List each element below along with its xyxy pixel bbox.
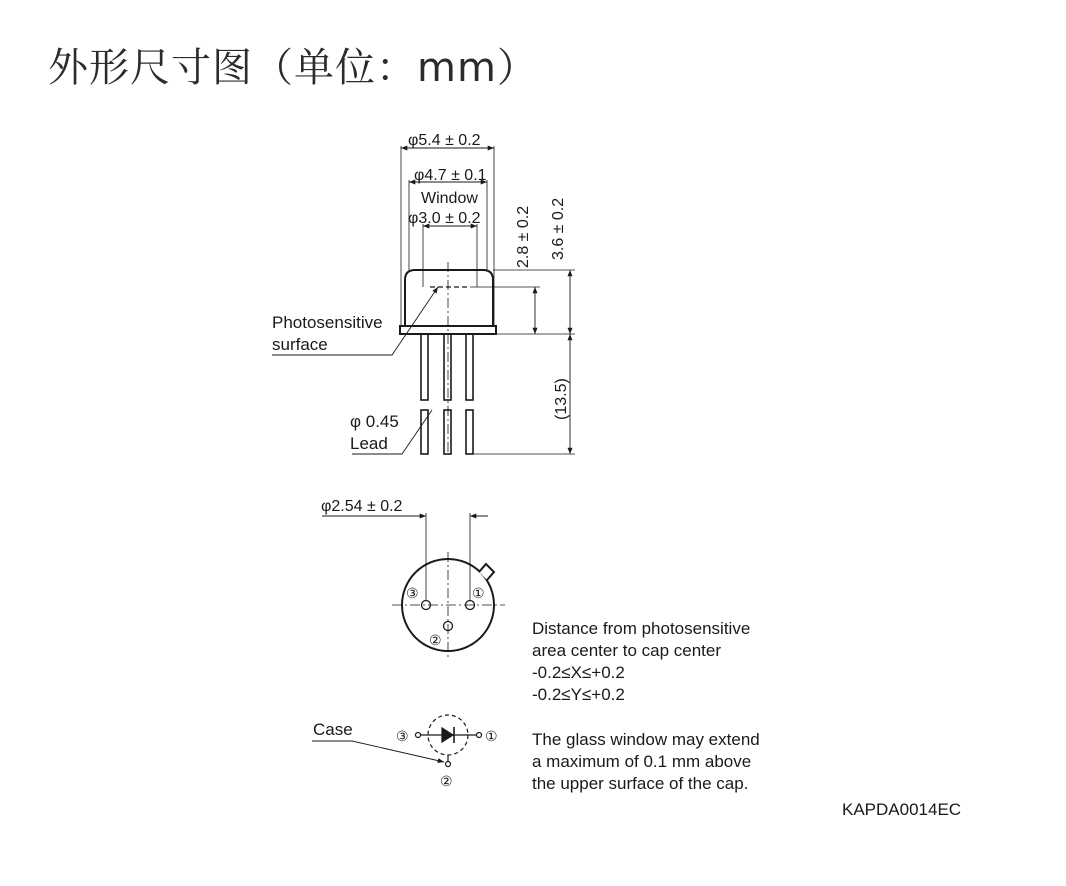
- window-label: Window: [421, 190, 478, 207]
- lead-center-upper: [444, 334, 451, 400]
- dim-cap-diameter: φ5.4 ± 0.2: [408, 132, 481, 149]
- offset-note: [532, 618, 750, 706]
- photosensitive-label: Photosensitive: [272, 313, 383, 332]
- schematic-pin-2: ②: [440, 773, 453, 789]
- offset-note-line: -0.2≤Y≤+0.2: [532, 685, 625, 704]
- lead-left-upper: [421, 334, 428, 400]
- dim-inner-diameter: φ4.7 ± 0.1: [414, 167, 487, 184]
- schematic-pin-3: ③: [396, 728, 409, 744]
- page-title: 外形尺寸图（单位：mm）: [48, 45, 538, 91]
- lead-right-lower: [466, 410, 473, 454]
- offset-note-line: area center to cap center: [532, 641, 722, 660]
- lead-diameter-label: φ 0.45: [350, 412, 399, 431]
- dim-window-diameter: φ3.0 ± 0.2: [408, 210, 481, 227]
- dim-pin-spacing: φ2.54 ± 0.2: [321, 498, 403, 515]
- glass-note-line: the upper surface of the cap.: [532, 774, 749, 793]
- photodiode-symbol: [442, 728, 453, 742]
- dim-height-surface: 2.8 ± 0.2: [515, 205, 532, 268]
- offset-note-line: -0.2≤X≤+0.2: [532, 663, 625, 682]
- dim-height-cap: 3.6 ± 0.2: [550, 197, 567, 260]
- schematic-pin-1: ①: [485, 728, 498, 744]
- pin-2-label: ②: [429, 632, 442, 648]
- dim-lead-length: (13.5): [553, 378, 570, 420]
- photosensitive-label-surface: surface: [272, 335, 328, 354]
- glass-note-line: The glass window may extend: [532, 730, 760, 749]
- cap-outline: [405, 270, 493, 326]
- lead-right-upper: [466, 334, 473, 400]
- glass-window-note: [532, 729, 760, 795]
- index-tab: [479, 564, 494, 580]
- lead-left-lower: [421, 410, 428, 454]
- offset-note-line: Distance from photosensitive: [532, 619, 751, 638]
- pin-3-label: ③: [406, 585, 419, 601]
- drawing-code: KAPDA0014EC: [842, 800, 962, 819]
- case-label: Case: [313, 720, 353, 739]
- lead-center-lower: [444, 410, 451, 454]
- glass-note-line: a maximum of 0.1 mm above: [532, 752, 752, 771]
- pin-1-label: ①: [472, 585, 485, 601]
- lead-label: Lead: [350, 434, 388, 453]
